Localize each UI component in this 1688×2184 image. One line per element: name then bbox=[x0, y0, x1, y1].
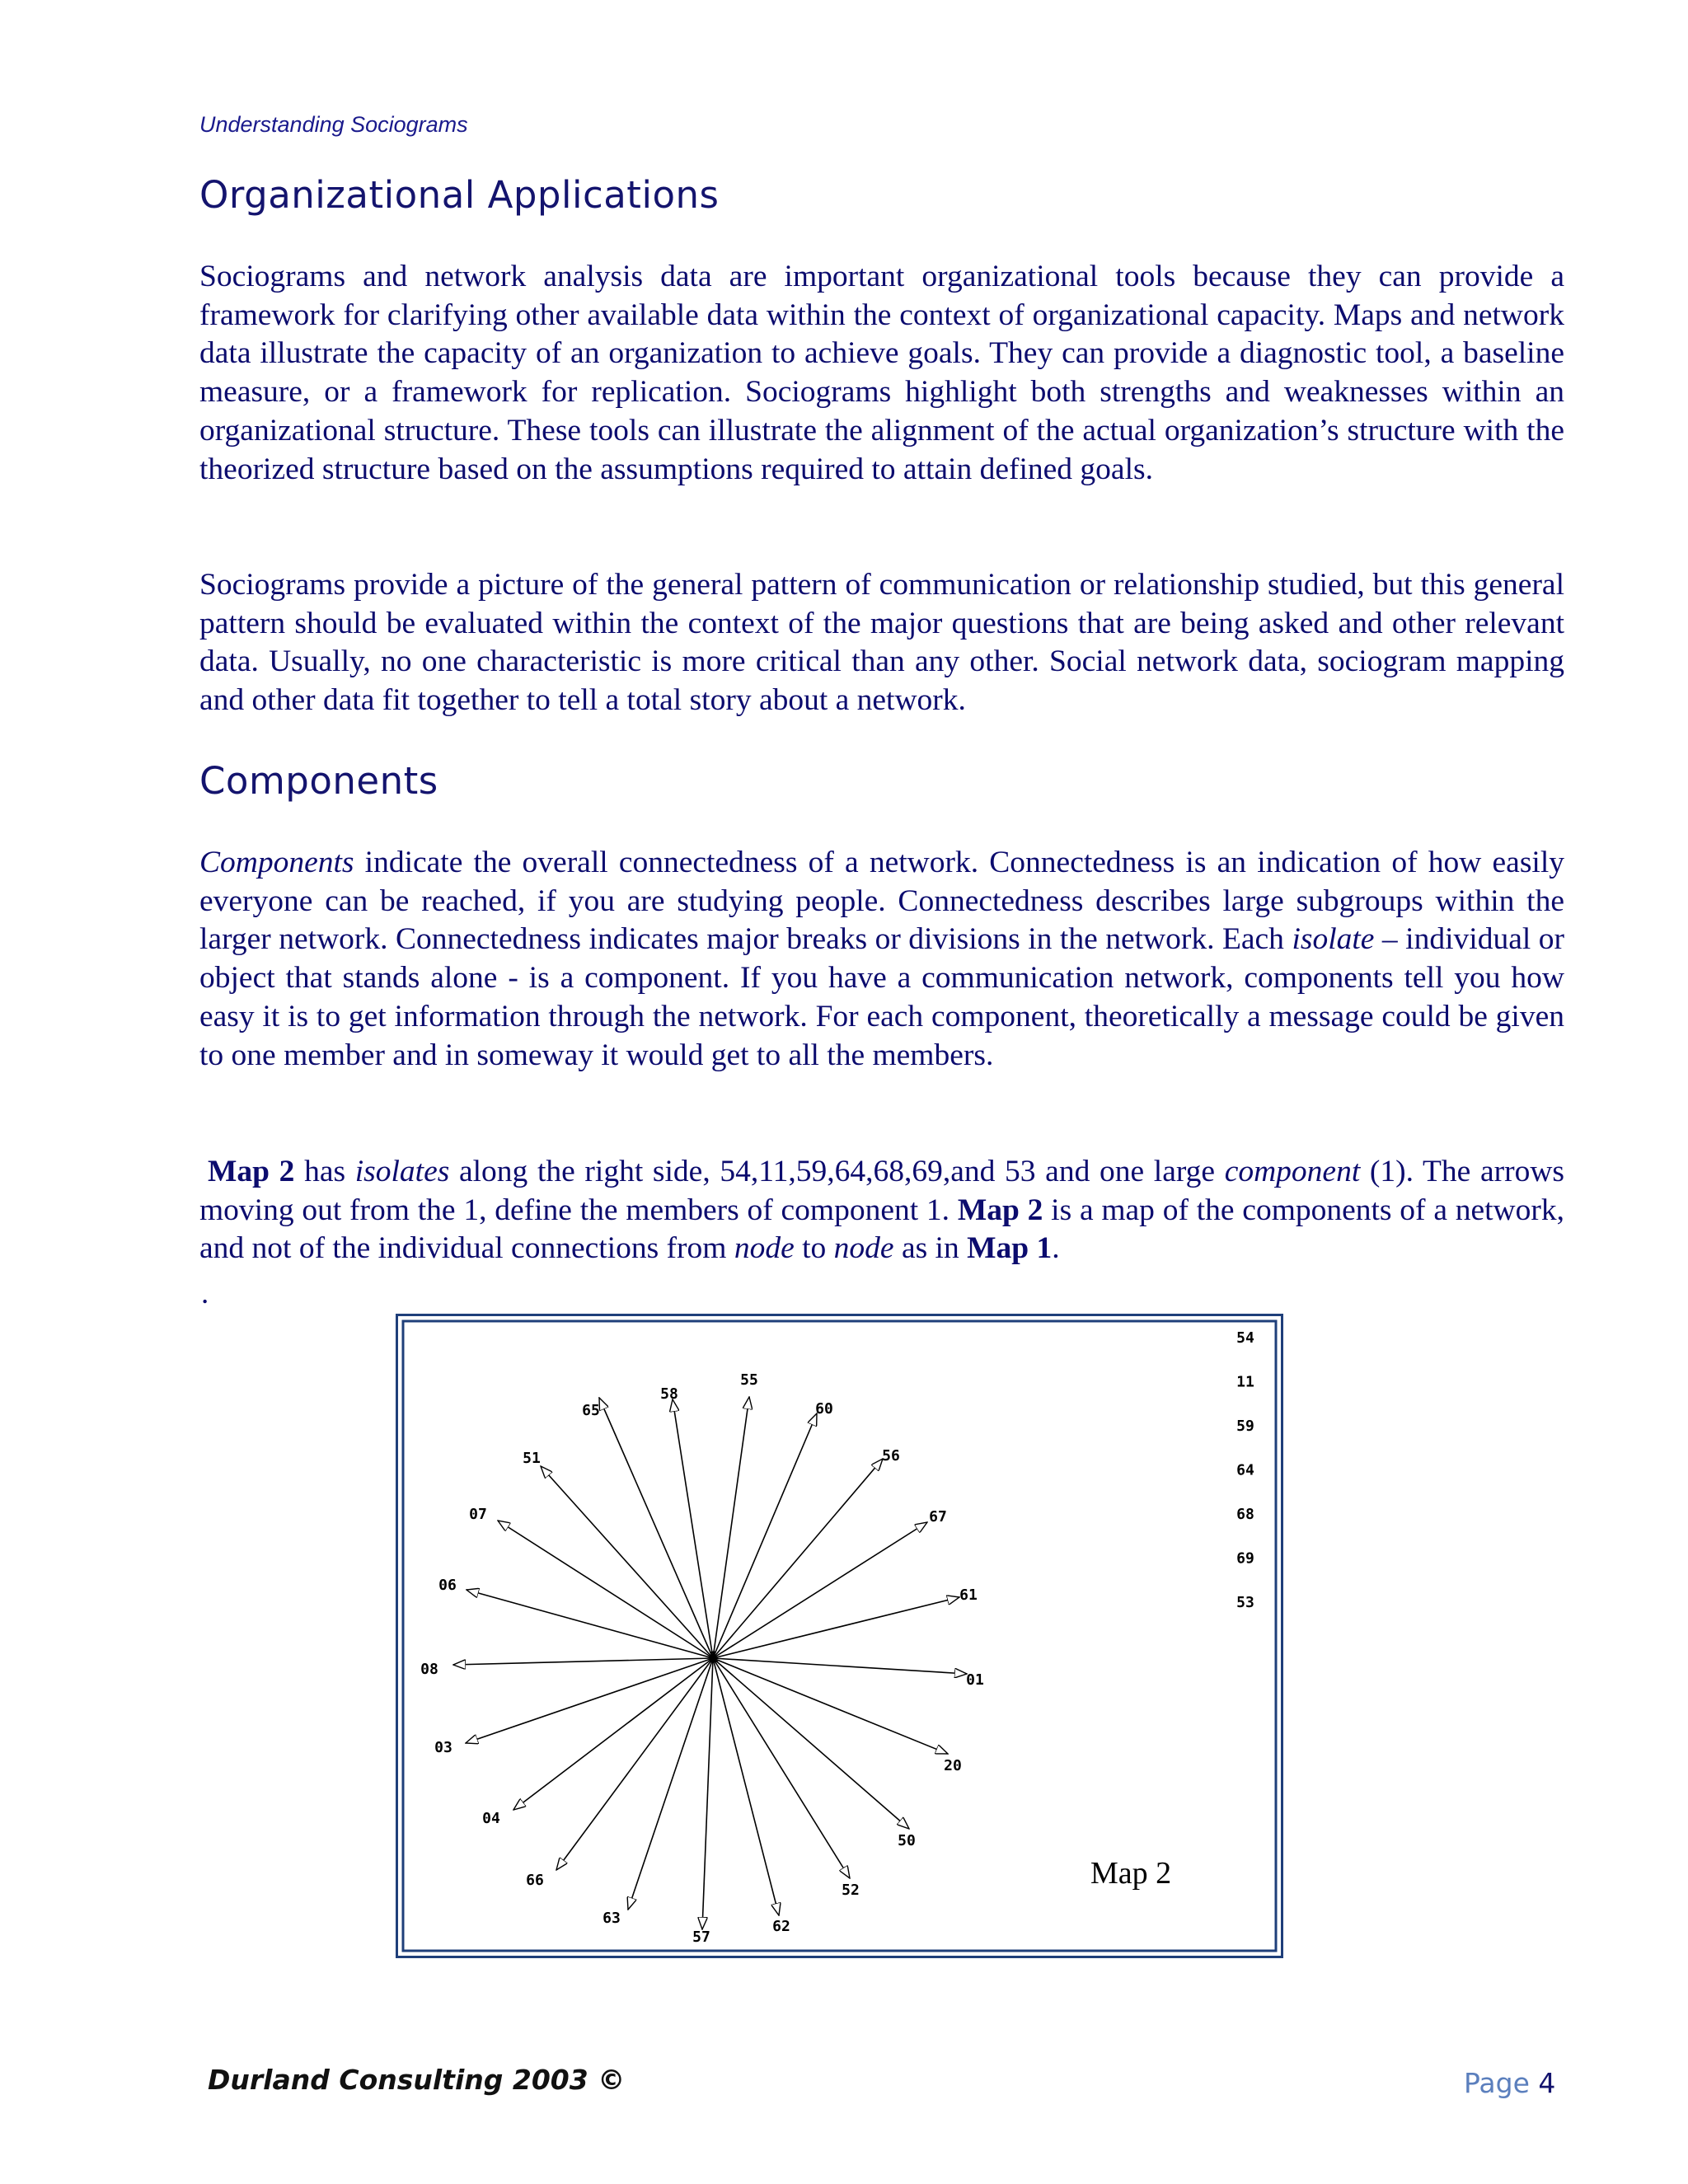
paragraph-components-2: Map 2 has isolates along the right side, 54,11,59,64,68,69,and 53 and one large component (1). The arrows moving out from the 1, define the members of component 1. Map 2 is a map of the components of a network, and not of the individual connections from node to node as in Map 1. bbox=[199, 1155, 1564, 1266]
paragraph-components-1: Components indicate the overall connectedness of a network. Connectedness is an indication of how easily everyone can be reached, if you are studying people. Connectedness describes large subgroups within the larger network. Connectedness indicates major breaks or divisions in the network. Each isolate – individual or object that stands alone - is a component. If you have a communication network, components tell you how easy it is to get information through the network. For each component, theoretically a message could be given to one member and in someway it would get to all the members. bbox=[199, 846, 1564, 1072]
isolate-label-69: 69 bbox=[1236, 1549, 1254, 1568]
node-label-56: 56 bbox=[882, 1447, 900, 1465]
center-node-label: 1 bbox=[709, 1648, 719, 1666]
node-label-06: 06 bbox=[438, 1577, 457, 1594]
trailing-dot: . bbox=[201, 1277, 209, 1310]
node-label-61: 61 bbox=[959, 1586, 978, 1604]
paragraph-org-2: Sociograms provide a picture of the general pattern of communication or relationship studied, but this general pattern should be evaluated within the context of the major questions that are being asked and other relevant data. Usually, no one characteristic is more critical than any other. Social network data, sociogram mapping and other data fit together to tell a total story about a network. bbox=[199, 568, 1564, 718]
isolate-label-54: 54 bbox=[1236, 1329, 1254, 1347]
footer-copyright: Durland Consulting 2003 © bbox=[208, 2064, 626, 2096]
node-label-55: 55 bbox=[740, 1371, 758, 1389]
node-label-04: 04 bbox=[482, 1810, 500, 1827]
node-label-07: 07 bbox=[469, 1506, 487, 1523]
isolate-label-68: 68 bbox=[1236, 1506, 1254, 1523]
figure-caption: Map 2 bbox=[1090, 1856, 1172, 1891]
node-label-67: 67 bbox=[929, 1508, 947, 1526]
map-2-figure bbox=[396, 1314, 1283, 1958]
node-label-08: 08 bbox=[420, 1661, 438, 1678]
sociogram-map-2 bbox=[396, 1314, 1283, 1958]
isolate-label-53: 53 bbox=[1236, 1594, 1254, 1611]
paragraph-org-1: Sociograms and network analysis data are important organizational tools because they can provide a framework for clarifying other available data within the context of organizational capacity. Maps and network data illustrate the capacity of an organization to achieve goals. They can provide a diagnostic tool, a baseline measure, or a framework for replication. Sociograms highlight both strengths and weaknesses within an organizational structure. These tools can illustrate the alignment of the actual organization’s structure with the theorized structure based on the assumptions required to attain defined goals. bbox=[199, 260, 1564, 486]
heading-components: Components bbox=[199, 759, 438, 803]
node-label-01: 01 bbox=[966, 1671, 984, 1689]
node-label-65: 65 bbox=[582, 1402, 600, 1419]
node-label-20: 20 bbox=[944, 1757, 962, 1774]
node-label-03: 03 bbox=[434, 1739, 452, 1756]
heading-organizational-applications: Organizational Applications bbox=[199, 173, 720, 217]
node-label-58: 58 bbox=[660, 1385, 678, 1403]
node-label-60: 60 bbox=[815, 1400, 833, 1418]
footer-page-number: Page 4 bbox=[1464, 2067, 1556, 2099]
node-label-57: 57 bbox=[692, 1929, 710, 1946]
isolate-label-11: 11 bbox=[1236, 1373, 1254, 1391]
node-label-63: 63 bbox=[603, 1910, 621, 1927]
running-header: Understanding Sociograms bbox=[199, 112, 468, 137]
isolate-label-64: 64 bbox=[1236, 1461, 1254, 1479]
node-label-51: 51 bbox=[523, 1450, 541, 1467]
node-label-50: 50 bbox=[898, 1832, 916, 1849]
node-label-62: 62 bbox=[772, 1918, 790, 1935]
node-label-66: 66 bbox=[526, 1872, 544, 1889]
isolate-label-59: 59 bbox=[1236, 1418, 1254, 1435]
node-label-52: 52 bbox=[842, 1882, 860, 1899]
